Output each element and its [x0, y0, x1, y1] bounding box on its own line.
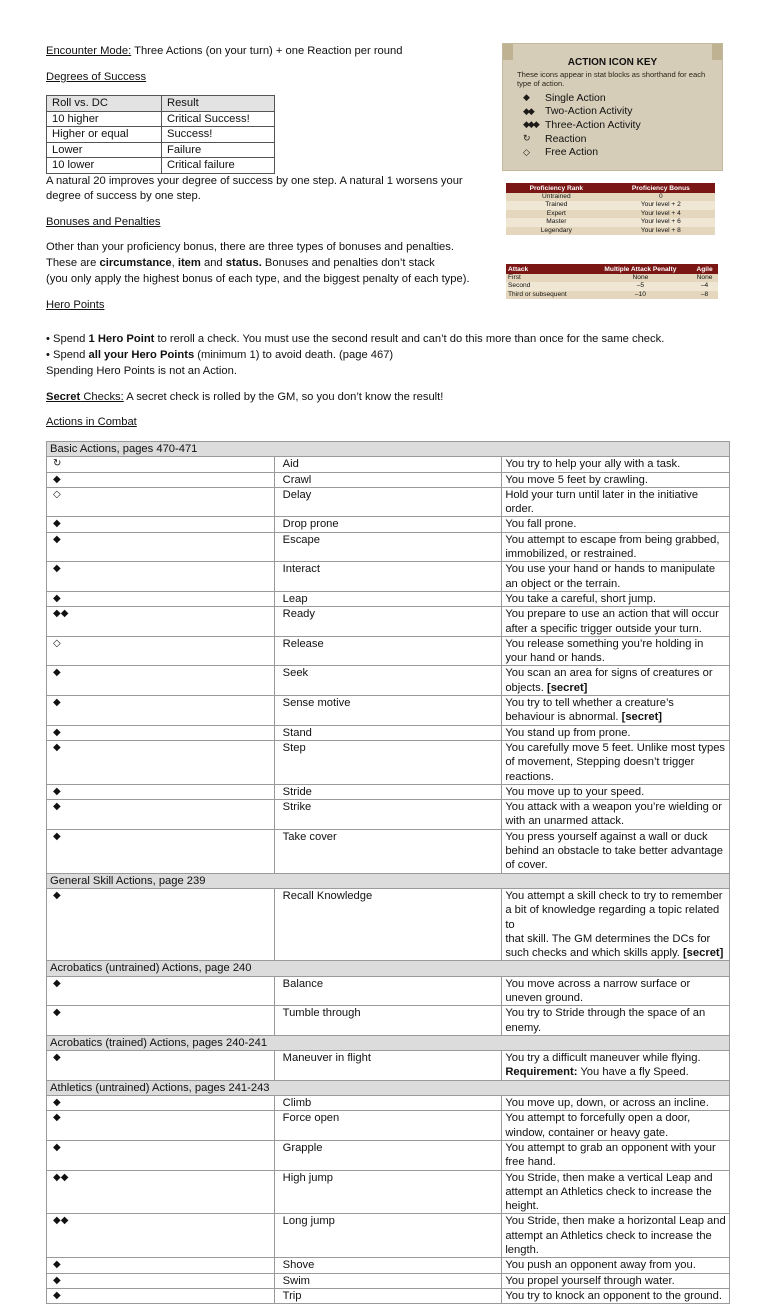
description-text: You try to Stride through the space of an enemy. [505, 1007, 706, 1034]
action-key-desc-1: These icons appear in stat blocks as shorthand for each [517, 70, 706, 79]
action-key-title: ACTION ICON KEY [567, 57, 658, 68]
description-text: You carefully move 5 feet. Unlike most types of movement, Stepping doesn’t trigger reactions. [505, 741, 726, 783]
map-header-row [506, 264, 718, 274]
table-row [47, 1214, 730, 1258]
table-row [506, 291, 718, 299]
action-description [502, 1273, 730, 1288]
section-header-row [47, 961, 730, 976]
action-cost-icon: ◆ [47, 472, 275, 487]
multiple-attack-penalty-table [506, 264, 718, 299]
dos-roll: 10 higher [47, 111, 162, 127]
description-text: You fall prone. [505, 518, 577, 531]
action-cost-icon: ◆ [47, 666, 275, 696]
section-header: Athletics (untrained) Actions, pages 241-243 [47, 1080, 730, 1095]
action-name: Leap [274, 591, 502, 606]
dos-roll: 10 lower [47, 158, 162, 174]
table-row [47, 800, 730, 830]
table-row [47, 696, 730, 726]
prof-bonus: 0 [607, 193, 715, 201]
action-name: Take cover [274, 829, 502, 873]
action-cost-icon: ◆◆ [47, 1170, 275, 1214]
prof-bonus: Your level + 8 [607, 227, 715, 235]
description-bold: [secret] [621, 711, 663, 724]
action-description [502, 472, 730, 487]
table-row [47, 829, 730, 873]
prof-rank: Master [506, 218, 607, 226]
map-attack: First [506, 274, 590, 282]
table-row [47, 725, 730, 740]
table-row [47, 666, 730, 696]
key-label: Two-Action Activity [545, 105, 633, 118]
table-row [506, 193, 715, 201]
action-description [502, 784, 730, 799]
description-text: You take a careful, short jump. [505, 592, 657, 605]
section-header: Acrobatics (trained) Actions, pages 240-241 [47, 1035, 730, 1050]
description-bold: Requirement: [505, 1066, 578, 1079]
description-text: You attempt a skill check to try to remember a bit of knowledge regarding a topic related to [505, 889, 723, 931]
action-description [502, 1140, 730, 1170]
section-header-row [47, 442, 730, 457]
table-row [506, 201, 715, 209]
encounter-mode-line [46, 45, 402, 57]
action-description [502, 1288, 730, 1303]
table-row [506, 218, 715, 226]
map-agile: None [691, 274, 718, 282]
description-text: You stand up from prone. [505, 726, 631, 739]
text-run: and [200, 257, 226, 269]
action-cost-icon: ◆ [47, 562, 275, 592]
action-name: Recall Knowledge [274, 888, 502, 960]
action-description [502, 725, 730, 740]
action-description [502, 696, 730, 726]
description-text-after: You have a fly Speed. [577, 1066, 689, 1079]
dos-header-roll: Roll vs. DC [47, 96, 162, 112]
prof-bonus: Your level + 6 [607, 218, 715, 226]
action-key-desc-2: type of action. [517, 79, 565, 88]
action-cost-icon: ◆ [47, 1258, 275, 1273]
action-description [502, 666, 730, 696]
table-row [47, 1006, 730, 1036]
description-text-line-2: that skill. The GM determines the DCs for such checks and which skills apply. [505, 932, 711, 960]
key-label: Three-Action Activity [545, 118, 641, 131]
map-attack: Second [506, 282, 590, 290]
table-row [506, 210, 715, 218]
text-run: to reroll a check. You must use the second result and can’t do this more than once for the same check. [154, 333, 665, 345]
prof-bonus: Your level + 4 [607, 210, 715, 218]
action-name: Ready [274, 607, 502, 637]
hero-points-heading: Hero Points [46, 299, 105, 311]
degrees-of-success-heading: Degrees of Success [46, 71, 147, 83]
table-row [47, 457, 730, 472]
dos-header-row [47, 96, 275, 112]
dos-note-line-1: A natural 20 improves your degree of success by one step. A natural 1 worsens your [46, 175, 463, 187]
hero-bullet-1 [46, 333, 664, 345]
table-row [47, 562, 730, 592]
table-row [47, 142, 275, 158]
list-item [523, 105, 641, 119]
action-name: Stand [274, 725, 502, 740]
table-row [47, 740, 730, 784]
two-action-icon: ◆◆ [523, 105, 533, 116]
description-text: You attempt to grab an opponent with your free hand. [505, 1141, 716, 1169]
table-row [47, 1051, 730, 1081]
action-cost-icon: ◆ [47, 800, 275, 830]
text-run: • Spend [46, 349, 89, 361]
action-name: Long jump [274, 1214, 502, 1258]
dos-roll: Lower [47, 142, 162, 158]
action-cost-icon: ◆ [47, 532, 275, 562]
action-description [502, 607, 730, 637]
actions-in-combat-heading: Actions in Combat [46, 416, 137, 428]
action-description [502, 1111, 730, 1141]
action-description [502, 1214, 730, 1258]
action-name: Delay [274, 487, 502, 517]
action-name: Crawl [274, 472, 502, 487]
action-cost-icon: ◇ [47, 487, 275, 517]
list-item [523, 145, 641, 159]
actions-table [46, 441, 730, 1304]
action-cost-icon: ◆ [47, 1006, 275, 1036]
description-text: You try to knock an opponent to the ground. [505, 1289, 722, 1302]
table-row [47, 158, 275, 174]
dos-result: Critical failure [162, 158, 275, 174]
description-text: You move across a narrow surface or uneven ground. [505, 977, 691, 1004]
description-text: You scan an area for signs of creatures or objects. [505, 667, 713, 694]
action-cost-icon: ◆ [47, 725, 275, 740]
reaction-icon: ↻ [523, 133, 529, 144]
section-header-row [47, 1080, 730, 1095]
action-description [502, 1006, 730, 1036]
bold-all-hero-points: all your Hero Points [88, 349, 195, 361]
action-description [502, 457, 730, 472]
text-run: (minimum 1) to avoid death. (page 467) [194, 349, 394, 361]
list-item [523, 118, 641, 132]
action-cost-icon: ◆ [47, 976, 275, 1006]
bold-item: item [177, 257, 201, 269]
table-row [47, 1258, 730, 1273]
description-text: You propel yourself through water. [505, 1274, 675, 1287]
checks-label: Checks: [80, 391, 124, 403]
action-name: Climb [274, 1096, 502, 1111]
bold-one-hero-point: 1 Hero Point [88, 333, 155, 345]
action-name: Trip [274, 1288, 502, 1303]
action-name: Balance [274, 976, 502, 1006]
description-text: Hold your turn until later in the initiative order. [505, 488, 699, 516]
proficiency-table-wrap [506, 183, 715, 235]
action-name: Release [274, 636, 502, 666]
action-description [502, 1051, 730, 1081]
table-row [506, 282, 718, 290]
action-cost-icon: ◆ [47, 784, 275, 799]
description-text: You try to help your ally with a task. [505, 458, 681, 471]
description-text: You prepare to use an action that will occur after a specific trigger outside your turn. [505, 608, 719, 635]
map-agile: –8 [691, 291, 718, 299]
action-description [502, 1258, 730, 1273]
section-header: General Skill Actions, page 239 [47, 873, 730, 888]
table-row [47, 591, 730, 606]
three-action-icon: ◆◆◆ [523, 119, 538, 130]
action-description [502, 636, 730, 666]
table-row [47, 888, 730, 960]
action-description [502, 487, 730, 517]
secret-label: Secret [46, 391, 81, 403]
text-run: These are [46, 257, 100, 269]
description-bold: [secret] [546, 681, 588, 694]
action-cost-icon: ◇ [47, 636, 275, 666]
table-row [506, 227, 715, 235]
action-name: High jump [274, 1170, 502, 1214]
action-cost-icon: ◆ [47, 740, 275, 784]
table-row [47, 976, 730, 1006]
bold-status: status. [225, 257, 262, 269]
action-description [502, 591, 730, 606]
description-text: You attack with a weapon you’re wielding or with an unarmed attack. [505, 801, 722, 828]
action-cost-icon: ◆ [47, 517, 275, 532]
action-cost-icon: ◆ [47, 591, 275, 606]
map-header-attack: Attack [506, 264, 590, 274]
prof-bonus: Your level + 2 [607, 201, 715, 209]
action-name: Swim [274, 1273, 502, 1288]
prof-rank: Untrained [506, 193, 607, 201]
action-cost-icon: ◆ [47, 888, 275, 960]
description-text: You Stride, then make a vertical Leap and attempt an Athletics check to increase the height. [505, 1171, 713, 1213]
table-row [47, 532, 730, 562]
action-name: Seek [274, 666, 502, 696]
dos-note-line-2: degree of success by one step. [46, 190, 201, 202]
action-description [502, 740, 730, 784]
bonuses-heading: Bonuses and Penalties [46, 216, 161, 228]
description-text: You move 5 feet by crawling. [505, 473, 648, 486]
action-cost-icon: ◆ [47, 1273, 275, 1288]
description-text: You Stride, then make a horizontal Leap and attempt an Athletics check to increase the length. [505, 1215, 726, 1257]
free-action-icon: ◇ [523, 146, 528, 157]
prof-header-bonus: Proficiency Bonus [607, 183, 715, 193]
action-cost-icon: ◆ [47, 1288, 275, 1303]
hero-bullet-2 [46, 349, 393, 361]
table-row [47, 127, 275, 143]
action-description [502, 532, 730, 562]
bold-circumstance: circumstance [99, 257, 172, 269]
table-row [47, 487, 730, 517]
action-description [502, 517, 730, 532]
section-header: Basic Actions, pages 470-471 [47, 442, 730, 457]
key-label: Free Action [545, 146, 599, 159]
single-action-icon: ◆ [523, 92, 528, 103]
text-run: • Spend [46, 333, 89, 345]
table-row [47, 1096, 730, 1111]
action-name: Sense motive [274, 696, 502, 726]
map-agile: –4 [691, 282, 718, 290]
description-text: You press yourself against a wall or duck behind an obstacle to take better advantage of cover. [505, 830, 724, 872]
key-label: Reaction [545, 132, 587, 145]
description-text: You move up, down, or across an incline. [505, 1097, 709, 1110]
action-cost-icon: ◆ [47, 696, 275, 726]
action-description [502, 829, 730, 873]
action-description [502, 1096, 730, 1111]
action-description [502, 888, 730, 960]
action-description [502, 1170, 730, 1214]
action-name: Step [274, 740, 502, 784]
proficiency-table [506, 183, 715, 235]
action-cost-icon: ◆◆ [47, 607, 275, 637]
list-item [523, 132, 641, 146]
action-cost-icon: ↻ [47, 457, 275, 472]
dos-header-result: Result [162, 96, 275, 112]
description-text: You release something you’re holding in your hand or hands. [505, 637, 704, 665]
section-header: Acrobatics (untrained) Actions, page 240 [47, 961, 730, 976]
encounter-mode-label: Encounter Mode: [46, 45, 132, 57]
description-text: You push an opponent away from you. [505, 1259, 696, 1272]
action-name: Grapple [274, 1140, 502, 1170]
action-name: Stride [274, 784, 502, 799]
bonuses-line-2 [46, 257, 435, 269]
action-icon-key [502, 43, 723, 171]
bonuses-line-3: (you only apply the highest bonus of each type, and the biggest penalty of each type). [46, 273, 470, 285]
table-row [47, 1111, 730, 1141]
prof-header-rank: Proficiency Rank [506, 183, 607, 193]
degrees-of-success-table [46, 95, 275, 174]
section-header-row [47, 873, 730, 888]
map-header-penalty: Multiple Attack Penalty [590, 264, 691, 274]
map-table-wrap [506, 264, 718, 299]
action-name: Shove [274, 1258, 502, 1273]
table-row [47, 607, 730, 637]
prof-rank: Legendary [506, 227, 607, 235]
action-cost-icon: ◆ [47, 1051, 275, 1081]
section-header-row [47, 1035, 730, 1050]
text-run: Bonuses and penalties don’t stack [261, 257, 435, 269]
table-row [47, 1288, 730, 1303]
action-name: Aid [274, 457, 502, 472]
description-text: You move up to your speed. [505, 785, 645, 798]
action-description [502, 976, 730, 1006]
table-row [47, 1273, 730, 1288]
action-name: Drop prone [274, 517, 502, 532]
description-text: You attempt to escape from being grabbed, immobilized, or restrained. [505, 533, 720, 561]
action-name: Tumble through [274, 1006, 502, 1036]
action-cost-icon: ◆ [47, 1096, 275, 1111]
action-cost-icon: ◆ [47, 1111, 275, 1141]
map-attack: Third or subsequent [506, 291, 590, 299]
action-description [502, 562, 730, 592]
action-name: Escape [274, 532, 502, 562]
action-description [502, 800, 730, 830]
actions-table-body [47, 442, 730, 1304]
dos-result: Success! [162, 127, 275, 143]
action-key-list [523, 91, 641, 159]
action-name: Force open [274, 1111, 502, 1141]
action-cost-icon: ◆ [47, 829, 275, 873]
action-cost-icon: ◆◆ [47, 1214, 275, 1258]
table-row [47, 636, 730, 666]
action-cost-icon: ◆ [47, 1140, 275, 1170]
hero-note: Spending Hero Points is not an Action. [46, 365, 237, 377]
map-penalty: –10 [590, 291, 691, 299]
table-row [47, 111, 275, 127]
dos-result: Failure [162, 142, 275, 158]
description-bold: [secret] [682, 947, 724, 960]
dos-result: Critical Success! [162, 111, 275, 127]
list-item [523, 91, 641, 105]
prof-header-row [506, 183, 715, 193]
map-penalty: –5 [590, 282, 691, 290]
table-row [47, 1170, 730, 1214]
encounter-mode-text: Three Actions (on your turn) + one Reaction per round [131, 45, 403, 57]
description-text: You use your hand or hands to manipulate an object or the terrain. [505, 563, 716, 590]
text-run: , [171, 257, 178, 269]
table-row [506, 274, 718, 282]
prof-rank: Expert [506, 210, 607, 218]
description-text: You try a difficult maneuver while flying. [505, 1052, 701, 1065]
table-row [47, 517, 730, 532]
table-row [47, 784, 730, 799]
secret-checks-line [46, 391, 443, 403]
action-name: Strike [274, 800, 502, 830]
map-penalty: None [590, 274, 691, 282]
prof-rank: Trained [506, 201, 607, 209]
key-label: Single Action [545, 91, 606, 104]
dos-roll: Higher or equal [47, 127, 162, 143]
description-text: You attempt to forcefully open a door, window, container or heavy gate. [505, 1112, 691, 1139]
description-text: You try to tell whether a creature’s behaviour is abnormal. [505, 697, 674, 724]
action-name: Maneuver in flight [274, 1051, 502, 1081]
secret-checks-text: A secret check is rolled by the GM, so you don’t know the result! [123, 391, 444, 403]
map-header-agile: Agile [691, 264, 718, 274]
table-row [47, 472, 730, 487]
bonuses-line-1: Other than your proficiency bonus, there are three types of bonuses and penalties. [46, 241, 454, 253]
table-row [47, 1140, 730, 1170]
action-name: Interact [274, 562, 502, 592]
